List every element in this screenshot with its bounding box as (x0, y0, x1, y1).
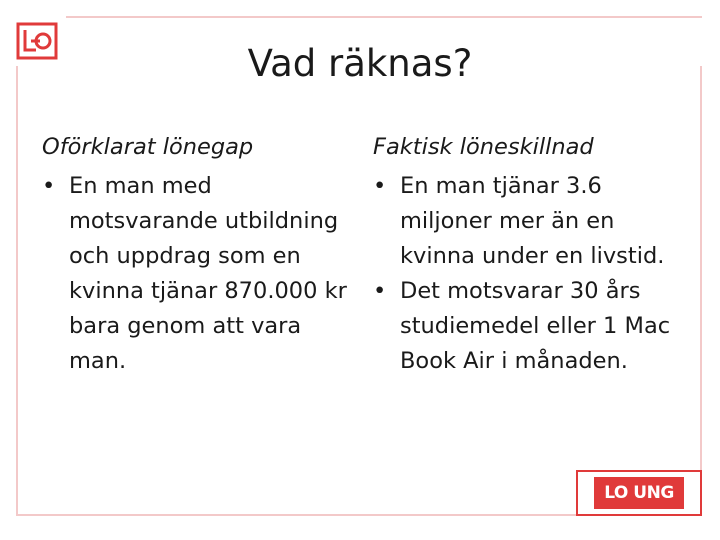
right-bullet-list (373, 169, 683, 379)
bullet-icon: • (373, 278, 387, 304)
badge-label: LO UNG (594, 477, 684, 509)
lo-ung-badge (576, 470, 702, 516)
list-item (373, 169, 683, 274)
slide-title: Vad räknas? (247, 42, 473, 85)
right-heading: Faktisk löneskillnad (373, 134, 594, 160)
right-column (373, 130, 683, 379)
left-heading: Oförklarat lönegap (42, 134, 254, 160)
list-item (373, 274, 683, 379)
left-column (42, 130, 362, 379)
list-item (42, 169, 362, 379)
left-bullet-list (42, 169, 362, 379)
bullet-icon: • (42, 173, 56, 199)
bullet-text: Det motsvarar 30 års studiemedel eller 1 Mac Book Air i månaden. (400, 278, 671, 374)
bullet-icon: • (373, 173, 387, 199)
bullet-text: En man tjänar 3.6 miljoner mer än en kvinna under en livstid. (400, 173, 665, 269)
bullet-text: En man med motsvarande utbildning och uppdrag som en kvinna tjänar 870.000 kr bara genom att vara man. (69, 173, 347, 374)
top-divider (66, 16, 702, 18)
